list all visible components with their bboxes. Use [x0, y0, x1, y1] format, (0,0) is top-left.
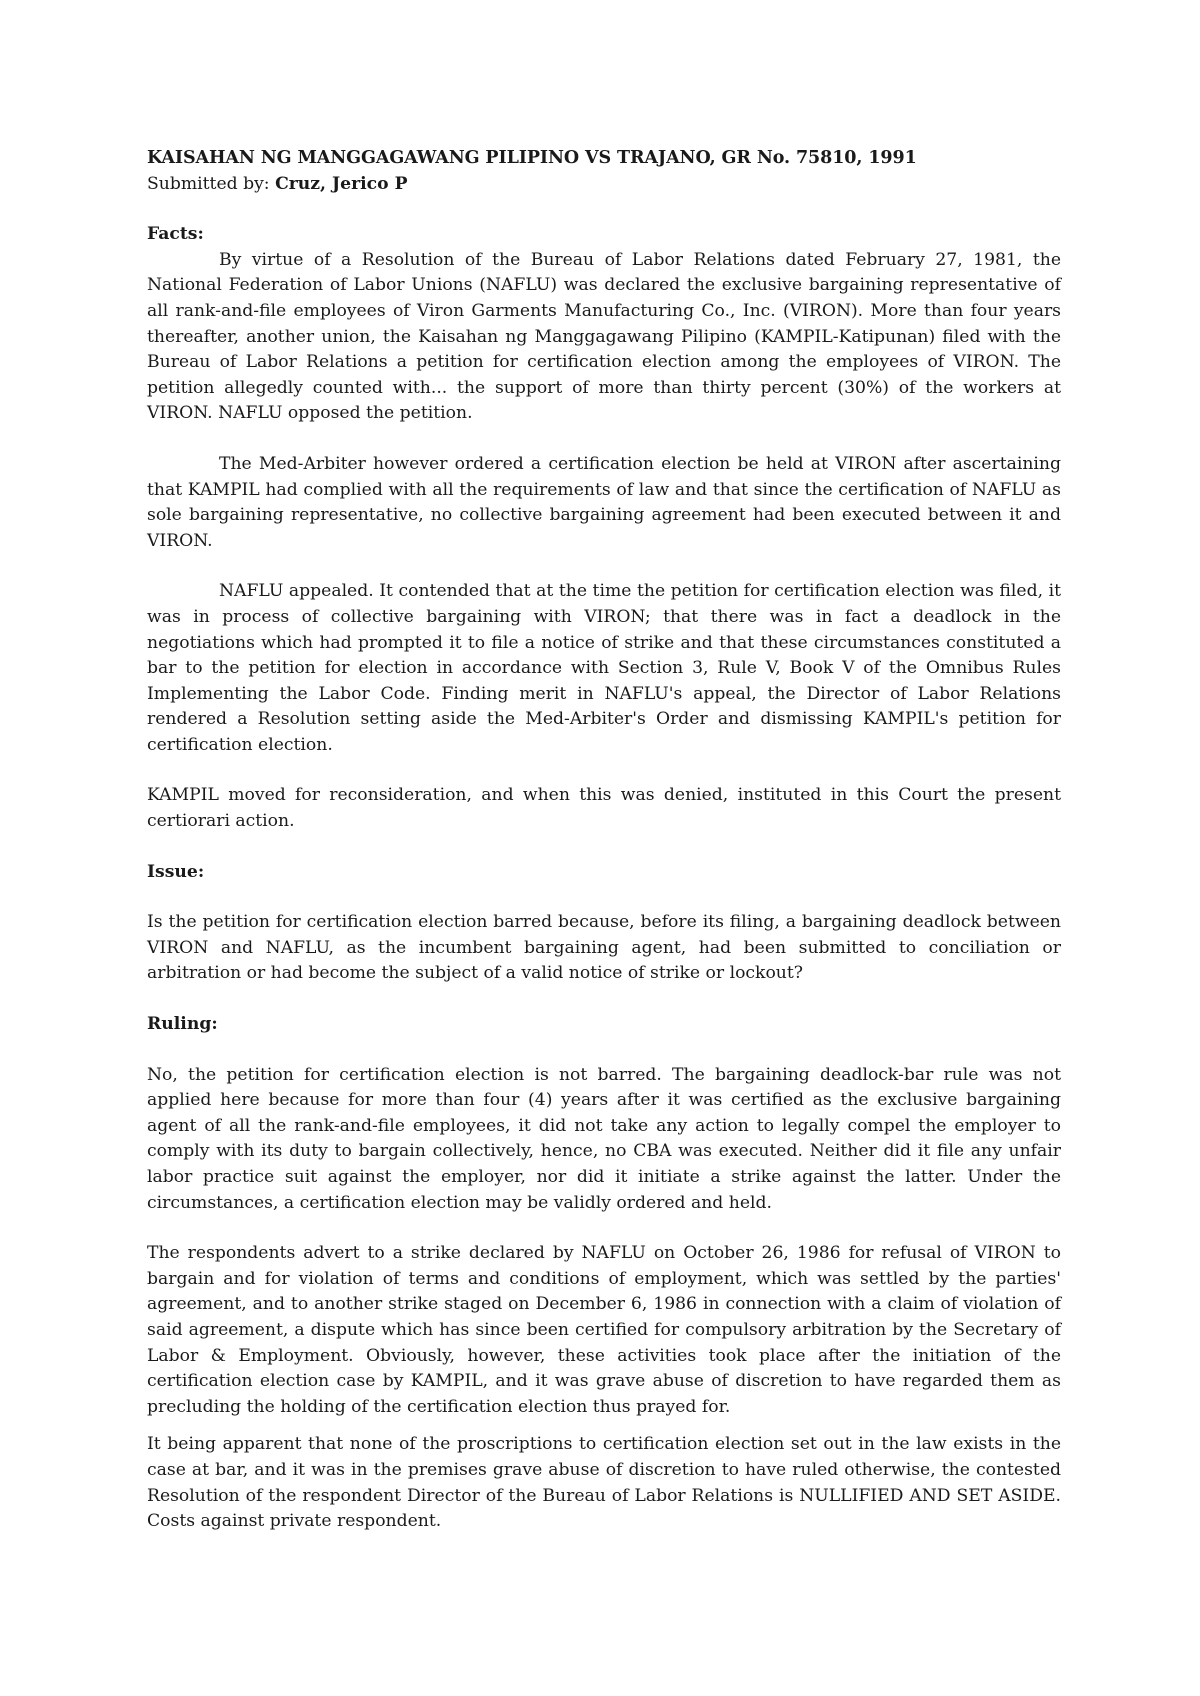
submitted-name: Cruz, Jerico P — [275, 173, 408, 194]
facts-paragraph: NAFLU appealed. It contended that at the time the petition for certification election was filed, it was in process of collective bargaining with VIRON; that there was in fact a deadlock in the negotiations which had prompted it to file a notice of strike and that these circumstances constituted a bar to the petition for election in accordance with Section 3, Rule V, Book V of the Omnibus Rules Implementing the Labor Code. Finding merit in NAFLU's appeal, the Director of Labor Relations rendered a Resolution setting aside the Med-Arbiter's Order and dismissing KAMPIL's petition for certification election. — [147, 581, 1061, 755]
facts-heading: Facts: — [147, 224, 204, 245]
submitted-by — [147, 172, 1061, 198]
issue-paragraph: Is the petition for certification election barred because, before its filing, a bargaining deadlock between VIRON and NAFLU, as the incumbent bargaining agent, had been submitted to conciliation or arbitration or had become the subject of a valid notice of strike or lockout? — [147, 912, 1061, 984]
issue-heading: Issue: — [147, 861, 205, 882]
ruling-paragraph: It being apparent that none of the proscriptions to certification election set out in the law exists in the case at bar, and it was in the premises grave abuse of discretion to have ruled otherwise, the contested Resolution of the respondent Director of the Bureau of Labor Relations is NULLIFIED AND SET ASIDE. Costs against private respondent. — [147, 1434, 1061, 1532]
document-page — [147, 146, 1061, 1535]
ruling-paragraph: The respondents advert to a strike declared by NAFLU on October 26, 1986 for refusal of VIRON to bargain and for violation of terms and conditions of employment, which was settled by the parties' agreement, and to another strike staged on December 6, 1986 in connection with a claim of violation of said agreement, a dispute which has since been certified for compulsory arbitration by the Secretary of Labor & Employment. Obviously, however, these activities took place after the initiation of the certification election case by KAMPIL, and it was grave abuse of discretion to have regarded them as precluding the holding of the certification election thus prayed for. — [147, 1243, 1061, 1417]
submitted-label: Submitted by: — [147, 173, 276, 194]
facts-paragraph: The Med-Arbiter however ordered a certification election be held at VIRON after ascertaining that KAMPIL had complied with all the requirements of law and that since the certification of NAFLU as sole bargaining representative, no collective bargaining agreement had been executed between it and VIRON. — [147, 453, 1061, 551]
facts-paragraph: KAMPIL moved for reconsideration, and when this was denied, instituted in this Court the present certiorari action. — [147, 785, 1061, 832]
case-title: KAISAHAN NG MANGGAGAWANG PILIPINO VS TRAJANO, GR No. 75810, 1991 — [147, 148, 917, 168]
ruling-heading: Ruling: — [147, 1014, 218, 1035]
ruling-paragraph: No, the petition for certification election is not barred. The bargaining deadlock-bar rule was not applied here because for more than four (4) years after it was certified as the exclusive bargaining agent of all the rank-and-file employees, it did not take any action to legally compel the employer to comply with its duty to bargain collectively, hence, no CBA was executed. Neither did it file any unfair labor practice suit against the employer, nor did it initiate a strike against the latter. Under the circumstances, a certification election may be validly ordered and held. — [147, 1064, 1061, 1213]
facts-paragraph: By virtue of a Resolution of the Bureau of Labor Relations dated February 27, 1981, the National Federation of Labor Unions (NAFLU) was declared the exclusive bargaining representative of all rank-and-file employees of Viron Garments Manufacturing Co., Inc. (VIRON). More than four years thereafter, another union, the Kaisahan ng Manggagawang Pilipino (KAMPIL-Katipunan) filed with the Bureau of Labor Relations a petition for certification election among the employees of VIRON. The petition allegedly counted with... the support of more than thirty percent (30%) of the workers at VIRON. NAFLU opposed the petition. — [147, 249, 1061, 424]
